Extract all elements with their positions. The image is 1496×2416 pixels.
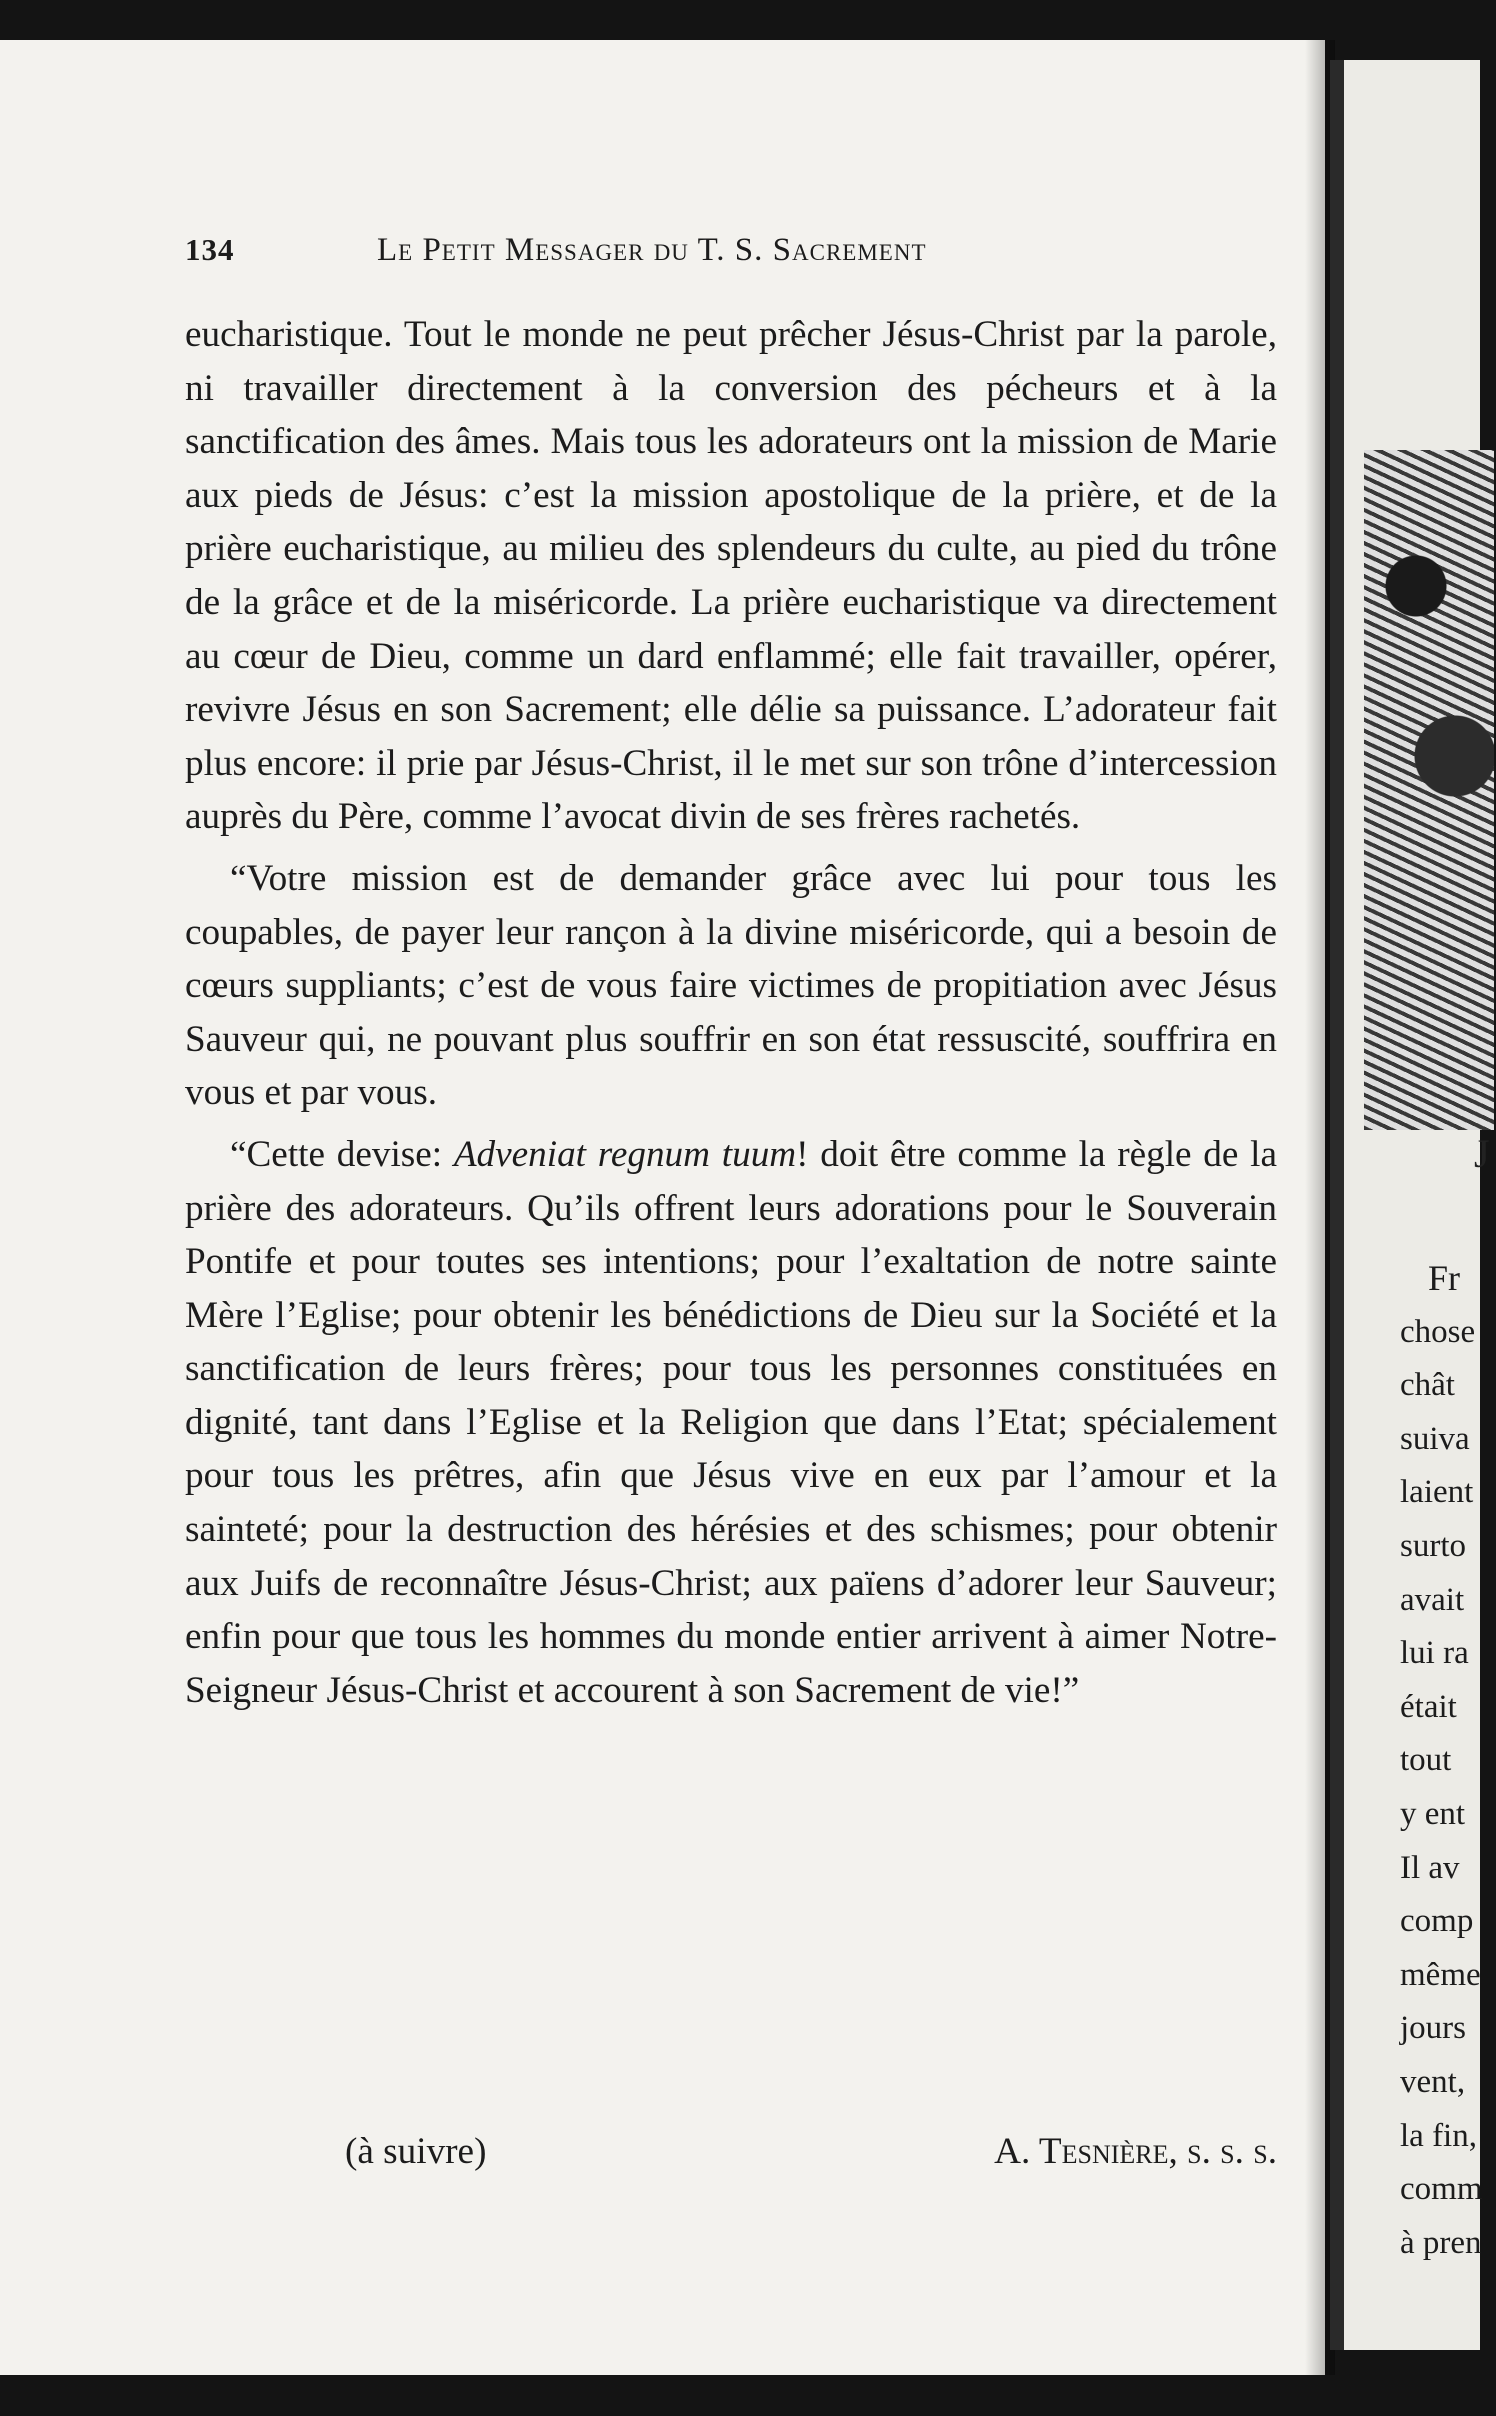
page-number: 134 [185,232,235,267]
to-be-continued: (à suivre) [345,2131,487,2172]
latin-motto: Adveniat regnum tuum [453,1133,797,1175]
engraving-illustration [1364,450,1494,1130]
adjacent-line: tout [1400,1742,1452,1779]
adjacent-line: vent, [1400,2063,1466,2100]
adjacent-line: avait [1400,1581,1465,1618]
adjacent-line: suiva [1400,1420,1470,1457]
paragraph-2: “Votre mission est de demander grâce avec lui pour tous les coupables, de payer leur rançon à la divine miséricorde, qui a besoin de cœurs suppliants; c’est de vous faire victimes de propitiation avec Jésus Sauveur qui, ne pouvant plus souffrir en son état ressuscité, souffrira en vous et par vous. [185,857,1277,1114]
adjacent-line: comm [1400,2171,1483,2208]
adjacent-line: Fr [1428,1258,1461,1298]
adjacent-line: laient [1400,1474,1474,1511]
running-title: Le Petit Messager du T. S. Sacrement [377,232,927,268]
adjacent-line: chât [1400,1367,1455,1404]
adjacent-line: Il av [1400,1849,1460,1886]
adjacent-line: comp [1400,1903,1474,1940]
adjacent-line: lui ra [1400,1635,1469,1672]
adjacent-line: surto [1400,1527,1466,1564]
illustration-caption: J [1474,1131,1490,1176]
adjacent-line: la fin, [1400,2117,1477,2154]
page-header [185,232,1295,282]
adjacent-page [1330,60,1490,2350]
adjacent-line: même [1400,1956,1481,1993]
paragraph-1: eucharistique. Tout le monde ne peut prêcher Jésus-Christ par la parole, ni travailler directement à la conversion des pécheurs et à la sanctification des âmes. Mais tous les adorateurs ont la mission de Marie aux pieds de Jésus: c’est la mission apostolique de la prière, et de la prière eucharistique, au milieu des splendeurs du culte, au pied du trône de la grâce et de la miséricorde. La prière eucharistique va directement au cœur de Dieu, comme un dard enflammé; elle fait travailler, opérer, revivre Jésus en son Sacrement; elle délie sa puissance. L’adorateur fait plus encore: il prie par Jésus-Christ, il le met sur son trône d’intercession auprès du Père, comme l’avocat divin de ses frères rachetés. [185,314,1277,838]
adjacent-line: y ent [1400,1795,1466,1832]
body-text [185,308,1277,1725]
paragraph-3-rest: ! doit être comme la règle de la prière des adorateurs. Qu’ils offrent leurs adorations pour le Souverain Pontife et pour toutes ses intentions; pour l’exaltation de notre sainte Mère l’Eglise; pour obtenir les bénédictions de Dieu sur la Société et la sanctification de leurs frères; pour tous les personnes constituées en dignité, tant dans l’Eglise et la Religion que dans l’Etat; spécialement pour tous les prêtres, afin que Jésus vive en eux par l’amour et la sainteté; pour la destruction des hérésies et des schismes; pour obtenir aux Juifs de reconnaître Jésus-Christ; aux païens d’adorer leur Sauveur; enfin pour que tous les hommes du monde entier arrivent à aimer Notre-Seigneur Jésus-Christ et accourent à son Sacrement de vie!” [185,1133,1277,1711]
author-signature: A. Tesnière, s. s. s. [994,2131,1277,2172]
scan-top-edge [0,0,1480,40]
adjacent-line: jours [1400,2010,1466,2047]
article-footer [185,2130,1277,2180]
paragraph-3-intro: “Cette devise: [230,1133,454,1175]
paragraph-3 [185,1128,1277,1718]
adjacent-page-text [1400,1252,1496,2270]
adjacent-line: était [1400,1688,1457,1725]
adjacent-line: à pren [1400,2224,1482,2261]
adjacent-line: chose [1400,1313,1476,1350]
